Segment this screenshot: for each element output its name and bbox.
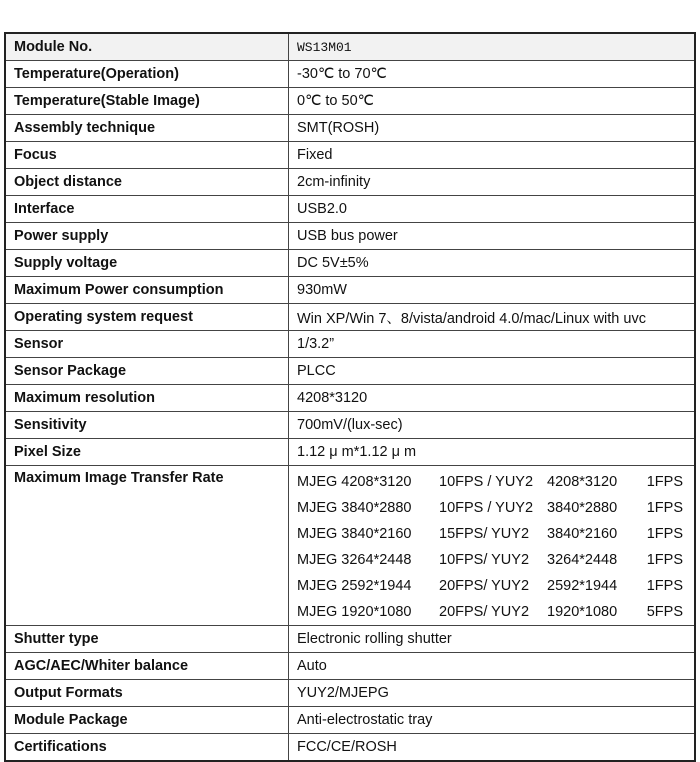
spec-value: 2cm-infinity [289,169,696,196]
transfer-rate-cell: 10FPS / YUY2 [439,474,534,490]
transfer-rate-row [5,466,695,626]
spec-label: Sensor Package [5,358,289,385]
spec-value: WS13M01 [289,33,696,61]
spec-value: FCC/CE/ROSH [289,734,696,762]
spec-label: Temperature(Operation) [5,61,289,88]
transfer-rate-cell: 1FPS [646,577,683,594]
transfer-rate-cell: MJEG 3840*2880 [297,499,412,516]
spec-row [5,223,695,250]
spec-value: Fixed [289,142,696,169]
spec-row [5,358,695,385]
spec-value: 930mW [289,277,696,304]
transfer-rate-cell: 1FPS [646,525,683,542]
spec-label: Maximum Power consumption [5,277,289,304]
spec-value: DC 5V±5% [289,250,696,277]
transfer-rate-cell: MJEG 3840*2160 [297,525,412,542]
spec-label: Module Package [5,707,289,734]
spec-value: PLCC [289,358,696,385]
transfer-rate-cell: 3840*2880 [547,499,618,516]
spec-label: Certifications [5,734,289,762]
spec-row [5,115,695,142]
spec-row [5,653,695,680]
transfer-rate-cell: 2592*1944 [547,577,618,594]
spec-label: Supply voltage [5,250,289,277]
transfer-rate-cell: MJEG 4208*3120 [297,474,412,490]
spec-label: Operating system request [5,304,289,331]
spec-label: Focus [5,142,289,169]
spec-row [5,439,695,466]
spec-label: AGC/AEC/Whiter balance [5,653,289,680]
spec-label: Power supply [5,223,289,250]
spec-row [5,707,695,734]
spec-row [5,734,695,762]
transfer-rate-cell: 20FPS/ YUY2 [439,577,530,594]
spec-label: Temperature(Stable Image) [5,88,289,115]
spec-row [5,385,695,412]
spec-label: Object distance [5,169,289,196]
transfer-rate-cell: 5FPS [646,603,683,620]
spec-row [5,331,695,358]
spec-value: USB2.0 [289,196,696,223]
spec-label: Assembly technique [5,115,289,142]
transfer-rate-cell: 20FPS/ YUY2 [439,603,530,620]
spec-row [5,304,695,331]
spec-value: Electronic rolling shutter [289,626,696,653]
spec-value: 0℃ to 50℃ [289,88,696,115]
spec-label: Maximum Image Transfer Rate [5,466,289,626]
spec-label: Pixel Size [5,439,289,466]
transfer-rate-cell: 1FPS [646,474,683,490]
spec-label: Interface [5,196,289,223]
transfer-rate-cell: 4208*3120 [547,474,618,490]
spec-value: Anti-electrostatic tray [289,707,696,734]
spec-value: YUY2/MJEPG [289,680,696,707]
spec-row [5,61,695,88]
spec-row [5,88,695,115]
spec-row [5,33,695,61]
spec-label: Sensor [5,331,289,358]
spec-value: 4208*3120 [289,385,696,412]
spec-label: Shutter type [5,626,289,653]
transfer-rate-cell: MJEG 3264*2448 [297,551,412,568]
spec-label: Module No. [5,33,289,61]
transfer-rate-cell: 1920*1080 [547,603,618,620]
transfer-rate-cell: 1FPS [646,551,683,568]
spec-label: Maximum resolution [5,385,289,412]
spec-value: -30℃ to 70℃ [289,61,696,88]
transfer-rate-cell: 3840*2160 [547,525,618,542]
spec-row [5,250,695,277]
transfer-rate-cell: 3264*2448 [547,551,618,568]
spec-label: Output Formats [5,680,289,707]
transfer-rate-cell: 10FPS/ YUY2 [439,551,530,568]
transfer-rate-cell: MJEG 1920*1080 [297,603,412,620]
spec-value: Auto [289,653,696,680]
spec-value: 1/3.2” [289,331,696,358]
spec-table [4,32,696,762]
spec-row [5,680,695,707]
transfer-rate-cell: 1FPS [646,499,683,516]
spec-value: Win XP/Win 7、8/vista/android 4.0/mac/Linux with uvc [289,304,696,331]
spec-row [5,277,695,304]
spec-value [289,466,696,626]
spec-row [5,196,695,223]
spec-row [5,626,695,653]
spec-row [5,169,695,196]
spec-value: SMT(ROSH) [289,115,696,142]
spec-label: Sensitivity [5,412,289,439]
spec-row [5,142,695,169]
spec-value: USB bus power [289,223,696,250]
transfer-rate-cell: 10FPS / YUY2 [439,499,534,516]
spec-value: 700mV/(lux-sec) [289,412,696,439]
spec-row [5,412,695,439]
transfer-rate-cell: 15FPS/ YUY2 [439,525,530,542]
spec-value: 1.12 μ m*1.12 μ m [289,439,696,466]
transfer-rate-cell: MJEG 2592*1944 [297,577,412,594]
